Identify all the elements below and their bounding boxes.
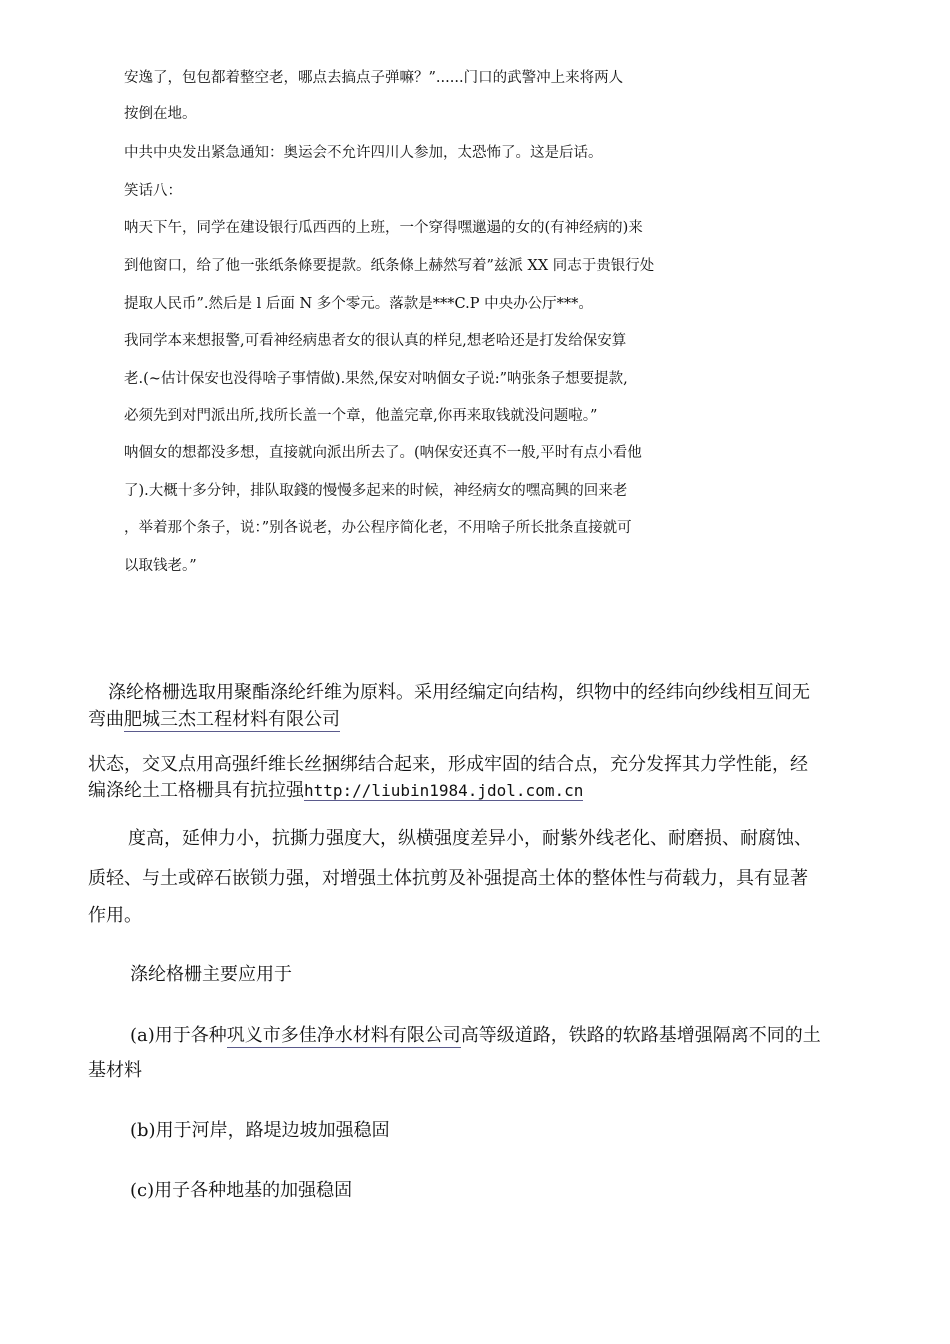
- ad-paragraph-1-line-2: [88, 707, 340, 733]
- story-line: 必须先到对門派出所,找所长盖一个章，他盖完章,你再来取钱就没问题啦。”: [124, 408, 598, 424]
- story-line: 以取钱老。”: [124, 558, 197, 574]
- ad-paragraph-3-line-1: 度高，延伸力小，抗撕力强度大，纵横强度差异小，耐紫外线老化、耐磨损、耐腐蚀、: [128, 828, 812, 849]
- ad-paragraph-4: 涤纶格栅主要应用于: [130, 964, 292, 985]
- ad-paragraph-2-text: 编涤纶土工格栅具有抗拉强: [88, 780, 304, 801]
- ad-item-b: (b)用于河岸，路堤边坡加强稳固: [130, 1120, 390, 1141]
- ad-paragraph-3-line-2: 质轻、与土或碎石嵌锁力强，对增强土体抗剪及补强提高土体的整体性与荷载力，具有显著: [88, 868, 808, 889]
- story-line: ，举着那个条子，说：”别各说老，办公程序简化老，不用啥子所长批条直接就可: [124, 520, 632, 536]
- company-link-gongyi[interactable]: 巩义市多佳净水材料有限公司: [226, 1025, 461, 1046]
- story-line: 安逸了，包包都着整空老，哪点去搞点子弹嘛？”......门口的武警冲上来将两人: [124, 70, 624, 86]
- ad-item-a-prefix: (a)用于各种: [130, 1025, 227, 1046]
- ad-paragraph-3-line-3: 作用。: [88, 905, 142, 926]
- ad-paragraph-1-line-1: 涤纶格栅选取用聚酯涤纶纤维为原料。采用经编定向结构，织物中的经纬向纱线相互间无: [108, 682, 810, 703]
- story-line: 到他窗口，给了他一张纸条條要提款。纸条條上赫然写着”兹派 XX 同志于贵银行处: [124, 258, 655, 274]
- ad-paragraph-1-text: 弯曲: [88, 709, 124, 730]
- story-line: 笑话八：: [124, 183, 182, 199]
- story-line: 老.(~估计保安也没得啥子事情做).果然,保安对呐個女子说:”呐张条子想要提款,: [124, 371, 628, 387]
- story-line: 提取人民币”.然后是 l 后面 N 多个零元。落款是***C.P 中央办公厅***。: [124, 296, 593, 312]
- ad-paragraph-5-line-2: 基材料: [88, 1060, 142, 1081]
- story-line: 呐天下午，同学在建设银行瓜西西的上班，一个穿得嘿邋遢的女的(有神经病的)来: [124, 220, 643, 236]
- ad-item-a-suffix: 高等级道路，铁路的软路基增强隔离不同的土: [460, 1025, 821, 1046]
- story-line: 了).大概十多分钟，排队取錢的慢慢多起来的时候，神经病女的嘿高興的回来老: [124, 483, 628, 499]
- ad-item-c: (c)用子各种地基的加强稳固: [130, 1180, 353, 1201]
- story-line: 中共中央发出紧急通知：奥运会不允许四川人参加，太恐怖了。这是后话。: [124, 145, 603, 161]
- ad-paragraph-2-line-1: 状态，交叉点用高强纤维长丝捆绑结合起来，形成牢固的结合点，充分发挥其力学性能，经: [88, 754, 808, 775]
- story-line: 呐個女的想都没多想，直接就向派出所去了。(呐保安还真不一般,平时有点小看他: [124, 445, 642, 461]
- story-line: 我同学本来想报警,可看神经病患者女的很认真的样兒,想老哈还是打发给保安算: [124, 333, 627, 349]
- company-link-feicheng[interactable]: 肥城三杰工程材料有限公司: [124, 709, 340, 730]
- ad-paragraph-5-line-1: [130, 1023, 821, 1049]
- ad-paragraph-2-line-2: [88, 778, 583, 804]
- website-link[interactable]: http://liubin1984.jdol.com.cn: [304, 781, 584, 800]
- story-line: 按倒在地。: [124, 106, 197, 122]
